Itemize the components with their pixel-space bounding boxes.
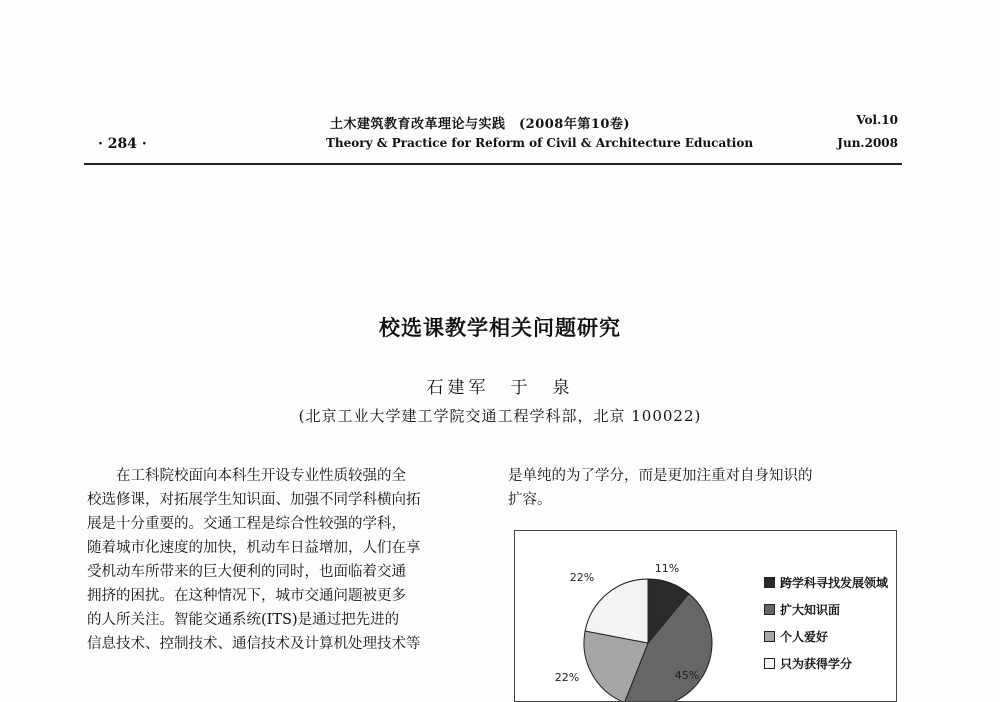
volume-label: Vol.10 [856, 113, 898, 127]
body-line: 受机动车所带来的巨大便利的同时，也面临着交通 [87, 564, 406, 580]
legend-swatch [764, 604, 775, 615]
legend-label: 跨学科寻找发展领域 [780, 576, 889, 590]
legend-item [764, 569, 888, 596]
journal-title-chinese: 土木建筑教育改革理论与实践 (2008年第10卷) [330, 117, 631, 132]
article-authors: 石建军 于 泉 [426, 378, 574, 398]
legend-item [764, 596, 888, 623]
author-affiliation: (北京工业大学建工学院交通工程学科部，北京 100022) [298, 407, 702, 425]
header-rule [84, 163, 902, 165]
pie-chart-figure [514, 530, 897, 702]
legend-item [764, 623, 888, 650]
legend-label: 只为获得学分 [780, 657, 853, 671]
pie-slice-label: 22% [554, 671, 580, 684]
legend-swatch [764, 658, 775, 669]
legend-label: 扩大知识面 [780, 603, 841, 617]
pie-slice-label: 45% [674, 669, 700, 682]
legend-label: 个人爱好 [780, 630, 829, 644]
journal-title-english: Theory & Practice for Reform of Civil & Architecture Education [326, 136, 754, 150]
body-line: 的人所关注。智能交通系统(ITS)是通过把先进的 [87, 612, 400, 628]
body-line: 是单纯的为了学分，而是更加注重对自身知识的 [508, 468, 813, 484]
body-line: 拥挤的困扰。在这种情况下，城市交通问题被更多 [87, 588, 406, 604]
legend-item [764, 650, 888, 677]
body-left-column [87, 464, 482, 656]
pie-slice-label: 22% [569, 571, 595, 584]
legend-swatch [764, 631, 775, 642]
issue-date: Jun.2008 [837, 136, 898, 150]
body-right-column [508, 464, 903, 512]
chart-legend [764, 569, 888, 677]
body-line: 信息技术、控制技术、通信技术及计算机处理技术等 [87, 636, 421, 652]
body-line: 展是十分重要的。交通工程是综合性较强的学科， [87, 516, 406, 532]
body-line: 在工科院校面向本科生开设专业性质较强的全 [87, 468, 406, 484]
pie-slice-label: 11% [654, 562, 680, 575]
body-line: 校选修课，对拓展学生知识面、加强不同学科横向拓 [87, 492, 421, 508]
legend-swatch [764, 577, 775, 588]
body-line: 扩容。 [508, 492, 552, 508]
body-line: 随着城市化速度的加快，机动车日益增加，人们在享 [87, 540, 421, 556]
page-number: · 284 · [98, 136, 147, 152]
article-title: 校选课教学相关问题研究 [379, 316, 621, 340]
